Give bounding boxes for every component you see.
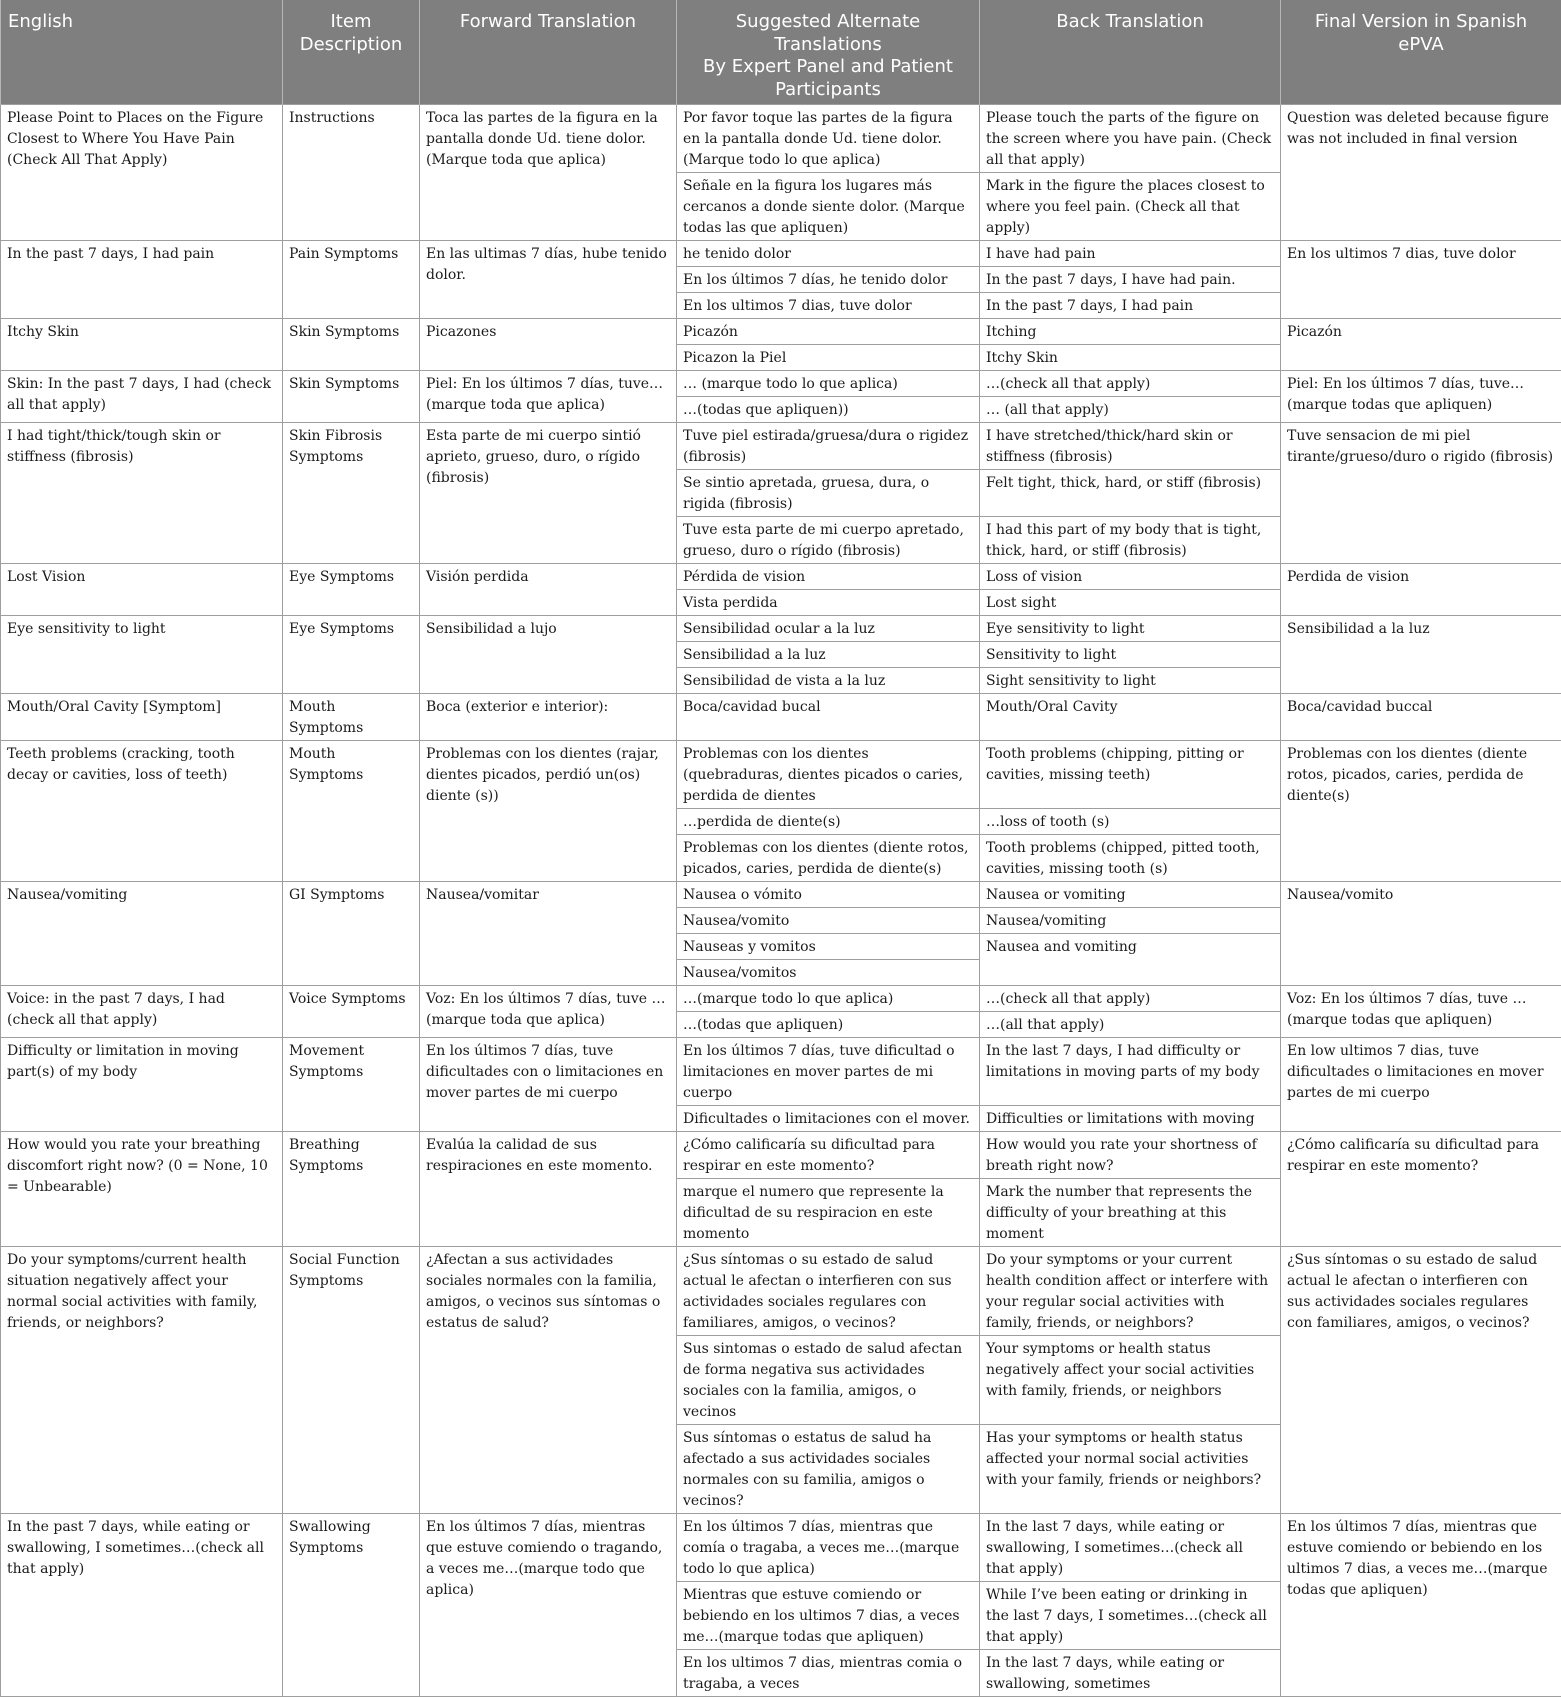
back-translation-cell: …loss of tooth (s) <box>980 808 1281 834</box>
back-translation-cell: I have had pain <box>980 240 1281 266</box>
back-translation-cell: Felt tight, thick, hard, or stiff (fibrosis) <box>980 469 1281 516</box>
forward-translation-cell: Sensibilidad a lujo <box>420 615 677 693</box>
item-description-cell: Skin Symptoms <box>283 370 420 422</box>
suggested-translation-cell: Señale en la figura los lugares más cercanos a donde siente dolor. (Marque todas las que apliquen) <box>677 172 980 240</box>
back-translation-cell: Sensitivity to light <box>980 641 1281 667</box>
english-cell: In the past 7 days, while eating or swallowing, I sometimes…(check all that apply) <box>1 1513 283 1696</box>
final-version-cell: Perdida de vision <box>1281 563 1561 615</box>
suggested-translation-cell: Sensibilidad a la luz <box>677 641 980 667</box>
table-row <box>1 240 1561 266</box>
table-row <box>1 615 1561 641</box>
suggested-translation-cell: En los ultimos 7 dias, mientras comia o tragaba, a veces <box>677 1649 980 1696</box>
item-description-cell: Swallowing Symptoms <box>283 1513 420 1696</box>
back-translation-cell: Nausea or vomiting <box>980 881 1281 907</box>
forward-translation-cell: Problemas con los dientes (rajar, dientes picados, perdió un(os) diente (s)) <box>420 740 677 881</box>
back-translation-cell: Tooth problems (chipping, pitting or cavities, missing teeth) <box>980 740 1281 808</box>
suggested-translation-cell: Dificultades o limitaciones con el mover. <box>677 1105 980 1131</box>
forward-translation-cell: Esta parte de mi cuerpo sintió aprieto, grueso, duro, o rígido (fibrosis) <box>420 422 677 563</box>
back-translation-cell: Mark the number that represents the difficulty of your breathing at this moment <box>980 1178 1281 1246</box>
suggested-translation-cell: Boca/cavidad bucal <box>677 693 980 740</box>
suggested-translation-cell: …(marque todo lo que aplica) <box>677 985 980 1011</box>
final-version-cell: Problemas con los dientes (diente rotos, picados, caries, perdida de diente(s) <box>1281 740 1561 881</box>
suggested-translation-cell: En los ultimos 7 dias, tuve dolor <box>677 292 980 318</box>
final-version-cell: Picazón <box>1281 318 1561 370</box>
suggested-translation-cell: Nauseas y vomitos <box>677 933 980 959</box>
english-cell: Eye sensitivity to light <box>1 615 283 693</box>
table-row <box>1 985 1561 1011</box>
suggested-translation-cell: Nausea o vómito <box>677 881 980 907</box>
header-final-version: Final Version in Spanish ePVA <box>1281 0 1561 104</box>
english-cell: How would you rate your breathing discomfort right now? (0 = None, 10 = Unbearable) <box>1 1131 283 1246</box>
suggested-translation-cell: Nausea/vomitos <box>677 959 980 985</box>
back-translation-cell: Loss of vision <box>980 563 1281 589</box>
back-translation-cell: Has your symptoms or health status affected your normal social activities with your family, friends or neighbors? <box>980 1424 1281 1513</box>
english-cell: Skin: In the past 7 days, I had (check all that apply) <box>1 370 283 422</box>
forward-translation-cell: ¿Afectan a sus actividades sociales normales con la familia, amigos, o vecinos sus síntomas o estatus de salud? <box>420 1246 677 1513</box>
english-cell: Do your symptoms/current health situation negatively affect your normal social activities with family, friends, or neighbors? <box>1 1246 283 1513</box>
item-description-cell: Eye Symptoms <box>283 563 420 615</box>
english-cell: Voice: in the past 7 days, I had (check all that apply) <box>1 985 283 1037</box>
suggested-translation-cell: Problemas con los dientes (quebraduras, dientes picados o caries, perdida de dientes <box>677 740 980 808</box>
back-translation-cell: Itching <box>980 318 1281 344</box>
item-description-cell: Eye Symptoms <box>283 615 420 693</box>
back-translation-cell: Do your symptoms or your current health condition affect or interfere with your regular social activities with family, friends, or neighbors? <box>980 1246 1281 1335</box>
item-description-cell: Mouth Symptoms <box>283 693 420 740</box>
table-row <box>1 1513 1561 1581</box>
table-row <box>1 1246 1561 1335</box>
forward-translation-cell: En los últimos 7 días, tuve dificultades con o limitaciones en mover partes de mi cuerpo <box>420 1037 677 1131</box>
suggested-translation-cell: Sensibilidad ocular a la luz <box>677 615 980 641</box>
back-translation-cell: …(check all that apply) <box>980 985 1281 1011</box>
table-row <box>1 693 1561 740</box>
forward-translation-cell: Evalúa la calidad de sus respiraciones en este momento. <box>420 1131 677 1246</box>
forward-translation-cell: Nausea/vomitar <box>420 881 677 985</box>
item-description-cell: Social Function Symptoms <box>283 1246 420 1513</box>
suggested-translation-cell: … (marque todo lo que aplica) <box>677 370 980 396</box>
back-translation-cell: I have stretched/thick/hard skin or stiffness (fibrosis) <box>980 422 1281 469</box>
english-cell: In the past 7 days, I had pain <box>1 240 283 318</box>
table-row <box>1 1037 1561 1105</box>
item-description-cell: Pain Symptoms <box>283 240 420 318</box>
english-cell: Itchy Skin <box>1 318 283 370</box>
item-description-cell: Voice Symptoms <box>283 985 420 1037</box>
english-cell: Please Point to Places on the Figure Closest to Where You Have Pain (Check All That Apply) <box>1 104 283 240</box>
back-translation-cell: In the past 7 days, I have had pain. <box>980 266 1281 292</box>
forward-translation-cell: Picazones <box>420 318 677 370</box>
item-description-cell: Movement Symptoms <box>283 1037 420 1131</box>
english-cell: Teeth problems (cracking, tooth decay or cavities, loss of teeth) <box>1 740 283 881</box>
english-cell: Mouth/Oral Cavity [Symptom] <box>1 693 283 740</box>
suggested-translation-cell: Problemas con los dientes (diente rotos, picados, caries, perdida de diente(s) <box>677 834 980 881</box>
table-row <box>1 104 1561 172</box>
suggested-translation-cell: Tuve piel estirada/gruesa/dura o rigidez (fibrosis) <box>677 422 980 469</box>
final-version-cell: Question was deleted because figure was not included in final version <box>1281 104 1561 240</box>
forward-translation-cell: Toca las partes de la figura en la pantalla donde Ud. tiene dolor. (Marque toda que aplica) <box>420 104 677 240</box>
table-row <box>1 881 1561 907</box>
suggested-translation-cell: Tuve esta parte de mi cuerpo apretado, grueso, duro o rígido (fibrosis) <box>677 516 980 563</box>
suggested-translation-cell: marque el numero que represente la dificultad de su respiracion en este momento <box>677 1178 980 1246</box>
forward-translation-cell: En las ultimas 7 días, hube tenido dolor. <box>420 240 677 318</box>
back-translation-cell: Please touch the parts of the figure on the screen where you have pain. (Check all that apply) <box>980 104 1281 172</box>
back-translation-cell: I had this part of my body that is tight, thick, hard, or stiff (fibrosis) <box>980 516 1281 563</box>
header-suggested-translations: Suggested Alternate Translations By Expert Panel and Patient Participants <box>677 0 980 104</box>
header-english: English <box>1 0 283 104</box>
english-cell: Nausea/vomiting <box>1 881 283 985</box>
item-description-cell: Instructions <box>283 104 420 240</box>
table-row <box>1 563 1561 589</box>
suggested-translation-cell: Sus síntomas o estatus de salud ha afectado a sus actividades sociales normales con su familia, amigos o vecinos? <box>677 1424 980 1513</box>
suggested-translation-cell: Nausea/vomito <box>677 907 980 933</box>
suggested-translation-cell: Pérdida de vision <box>677 563 980 589</box>
suggested-translation-cell: En los últimos 7 días, mientras que comía o tragaba, a veces me…(marque todo lo que aplica) <box>677 1513 980 1581</box>
table-row <box>1 740 1561 808</box>
back-translation-cell: Tooth problems (chipped, pitted tooth, cavities, missing tooth (s) <box>980 834 1281 881</box>
forward-translation-cell: Visión perdida <box>420 563 677 615</box>
final-version-cell: Tuve sensacion de mi piel tirante/grueso/duro o rigido (fibrosis) <box>1281 422 1561 563</box>
suggested-translation-cell: ¿Cómo calificaría su dificultad para respirar en este momento? <box>677 1131 980 1178</box>
back-translation-cell: Nausea/vomiting <box>980 907 1281 933</box>
english-cell: Lost Vision <box>1 563 283 615</box>
back-translation-cell: Lost sight <box>980 589 1281 615</box>
suggested-translation-cell: Picazón <box>677 318 980 344</box>
suggested-translation-cell: Por favor toque las partes de la figura en la pantalla donde Ud. tiene dolor. (Marque todo lo que aplica) <box>677 104 980 172</box>
item-description-cell: GI Symptoms <box>283 881 420 985</box>
final-version-cell: En low ultimos 7 dias, tuve dificultades o limitaciones en mover partes de mi cuerpo <box>1281 1037 1561 1131</box>
suggested-translation-cell: …perdida de diente(s) <box>677 808 980 834</box>
table-body <box>1 104 1561 1696</box>
suggested-translation-cell: ¿Sus síntomas o su estado de salud actual le afectan o interfieren con sus actividades sociales regulares con familiares, amigos, o vecinos? <box>677 1246 980 1335</box>
suggested-translation-cell: En los últimos 7 días, he tenido dolor <box>677 266 980 292</box>
back-translation-cell: In the last 7 days, I had difficulty or limitations in moving parts of my body <box>980 1037 1281 1105</box>
suggested-translation-cell: Mientras que estuve comiendo or bebiendo en los ultimos 7 dias, a veces me…(marque todas que apliquen) <box>677 1581 980 1649</box>
back-translation-cell: Difficulties or limitations with moving <box>980 1105 1281 1131</box>
suggested-translation-cell: …(todas que apliquen) <box>677 1011 980 1037</box>
final-version-cell: Boca/cavidad buccal <box>1281 693 1561 740</box>
suggested-translation-cell: …(todas que apliquen)) <box>677 396 980 422</box>
suggested-translation-cell: Sensibilidad de vista a la luz <box>677 667 980 693</box>
back-translation-cell: In the past 7 days, I had pain <box>980 292 1281 318</box>
final-version-cell: En los ultimos 7 dias, tuve dolor <box>1281 240 1561 318</box>
back-translation-cell: How would you rate your shortness of breath right now? <box>980 1131 1281 1178</box>
suggested-translation-cell: Vista perdida <box>677 589 980 615</box>
suggested-translation-cell: he tenido dolor <box>677 240 980 266</box>
item-description-cell: Skin Fibrosis Symptoms <box>283 422 420 563</box>
table-row <box>1 1131 1561 1178</box>
table-row <box>1 370 1561 396</box>
suggested-translation-cell: Se sintio apretada, gruesa, dura, o rigida (fibrosis) <box>677 469 980 516</box>
final-version-cell: Voz: En los últimos 7 días, tuve … (marque todas que apliquen) <box>1281 985 1561 1037</box>
english-cell: I had tight/thick/tough skin or stiffness (fibrosis) <box>1 422 283 563</box>
suggested-translation-cell: Picazon la Piel <box>677 344 980 370</box>
suggested-translation-cell: En los últimos 7 días, tuve dificultad o limitaciones en mover partes de mi cuerpo <box>677 1037 980 1105</box>
header-item-description: Item Description <box>283 0 420 104</box>
back-translation-cell: Eye sensitivity to light <box>980 615 1281 641</box>
english-cell: Difficulty or limitation in moving part(s) of my body <box>1 1037 283 1131</box>
final-version-cell: Nausea/vomito <box>1281 881 1561 985</box>
final-version-cell: Sensibilidad a la luz <box>1281 615 1561 693</box>
suggested-translation-cell: Sus sintomas o estado de salud afectan de forma negativa sus actividades sociales con la familia, amigos, o vecinos <box>677 1335 980 1424</box>
header-back-translation: Back Translation <box>980 0 1281 104</box>
back-translation-cell: …(check all that apply) <box>980 370 1281 396</box>
item-description-cell: Mouth Symptoms <box>283 740 420 881</box>
back-translation-cell: In the last 7 days, while eating or swallowing, I sometimes…(check all that apply) <box>980 1513 1281 1581</box>
back-translation-cell: Itchy Skin <box>980 344 1281 370</box>
back-translation-cell: Mouth/Oral Cavity <box>980 693 1281 740</box>
forward-translation-cell: Voz: En los últimos 7 días, tuve … (marque toda que aplica) <box>420 985 677 1037</box>
forward-translation-cell: Piel: En los últimos 7 días, tuve… (marque toda que aplica) <box>420 370 677 422</box>
item-description-cell: Skin Symptoms <box>283 318 420 370</box>
back-translation-cell: While I’ve been eating or drinking in the last 7 days, I sometimes…(check all that apply) <box>980 1581 1281 1649</box>
back-translation-cell: …(all that apply) <box>980 1011 1281 1037</box>
back-translation-cell: … (all that apply) <box>980 396 1281 422</box>
table-row <box>1 422 1561 469</box>
header-row <box>1 0 1561 104</box>
header-forward-translation: Forward Translation <box>420 0 677 104</box>
final-version-cell: ¿Sus síntomas o su estado de salud actual le afectan o interfieren con sus actividades sociales regulares con familiares, amigos, o vecinos? <box>1281 1246 1561 1513</box>
forward-translation-cell: En los últimos 7 días, mientras que estuve comiendo o tragando, a veces me…(marque todo que aplica) <box>420 1513 677 1696</box>
back-translation-cell: Nausea and vomiting <box>980 933 1281 985</box>
final-version-cell: En los últimos 7 días, mientras que estuve comiendo or bebiendo en los ultimos 7 dias, a veces me…(marque todas que apliquen) <box>1281 1513 1561 1696</box>
back-translation-cell: Sight sensitivity to light <box>980 667 1281 693</box>
forward-translation-cell: Boca (exterior e interior): <box>420 693 677 740</box>
table-row <box>1 318 1561 344</box>
back-translation-cell: Your symptoms or health status negatively affect your social activities with family, friends, or neighbors <box>980 1335 1281 1424</box>
back-translation-cell: In the last 7 days, while eating or swallowing, sometimes <box>980 1649 1281 1696</box>
item-description-cell: Breathing Symptoms <box>283 1131 420 1246</box>
final-version-cell: Piel: En los últimos 7 días, tuve…(marque todas que apliquen) <box>1281 370 1561 422</box>
back-translation-cell: Mark in the figure the places closest to where you feel pain. (Check all that apply) <box>980 172 1281 240</box>
final-version-cell: ¿Cómo calificaría su dificultad para respirar en este momento? <box>1281 1131 1561 1246</box>
